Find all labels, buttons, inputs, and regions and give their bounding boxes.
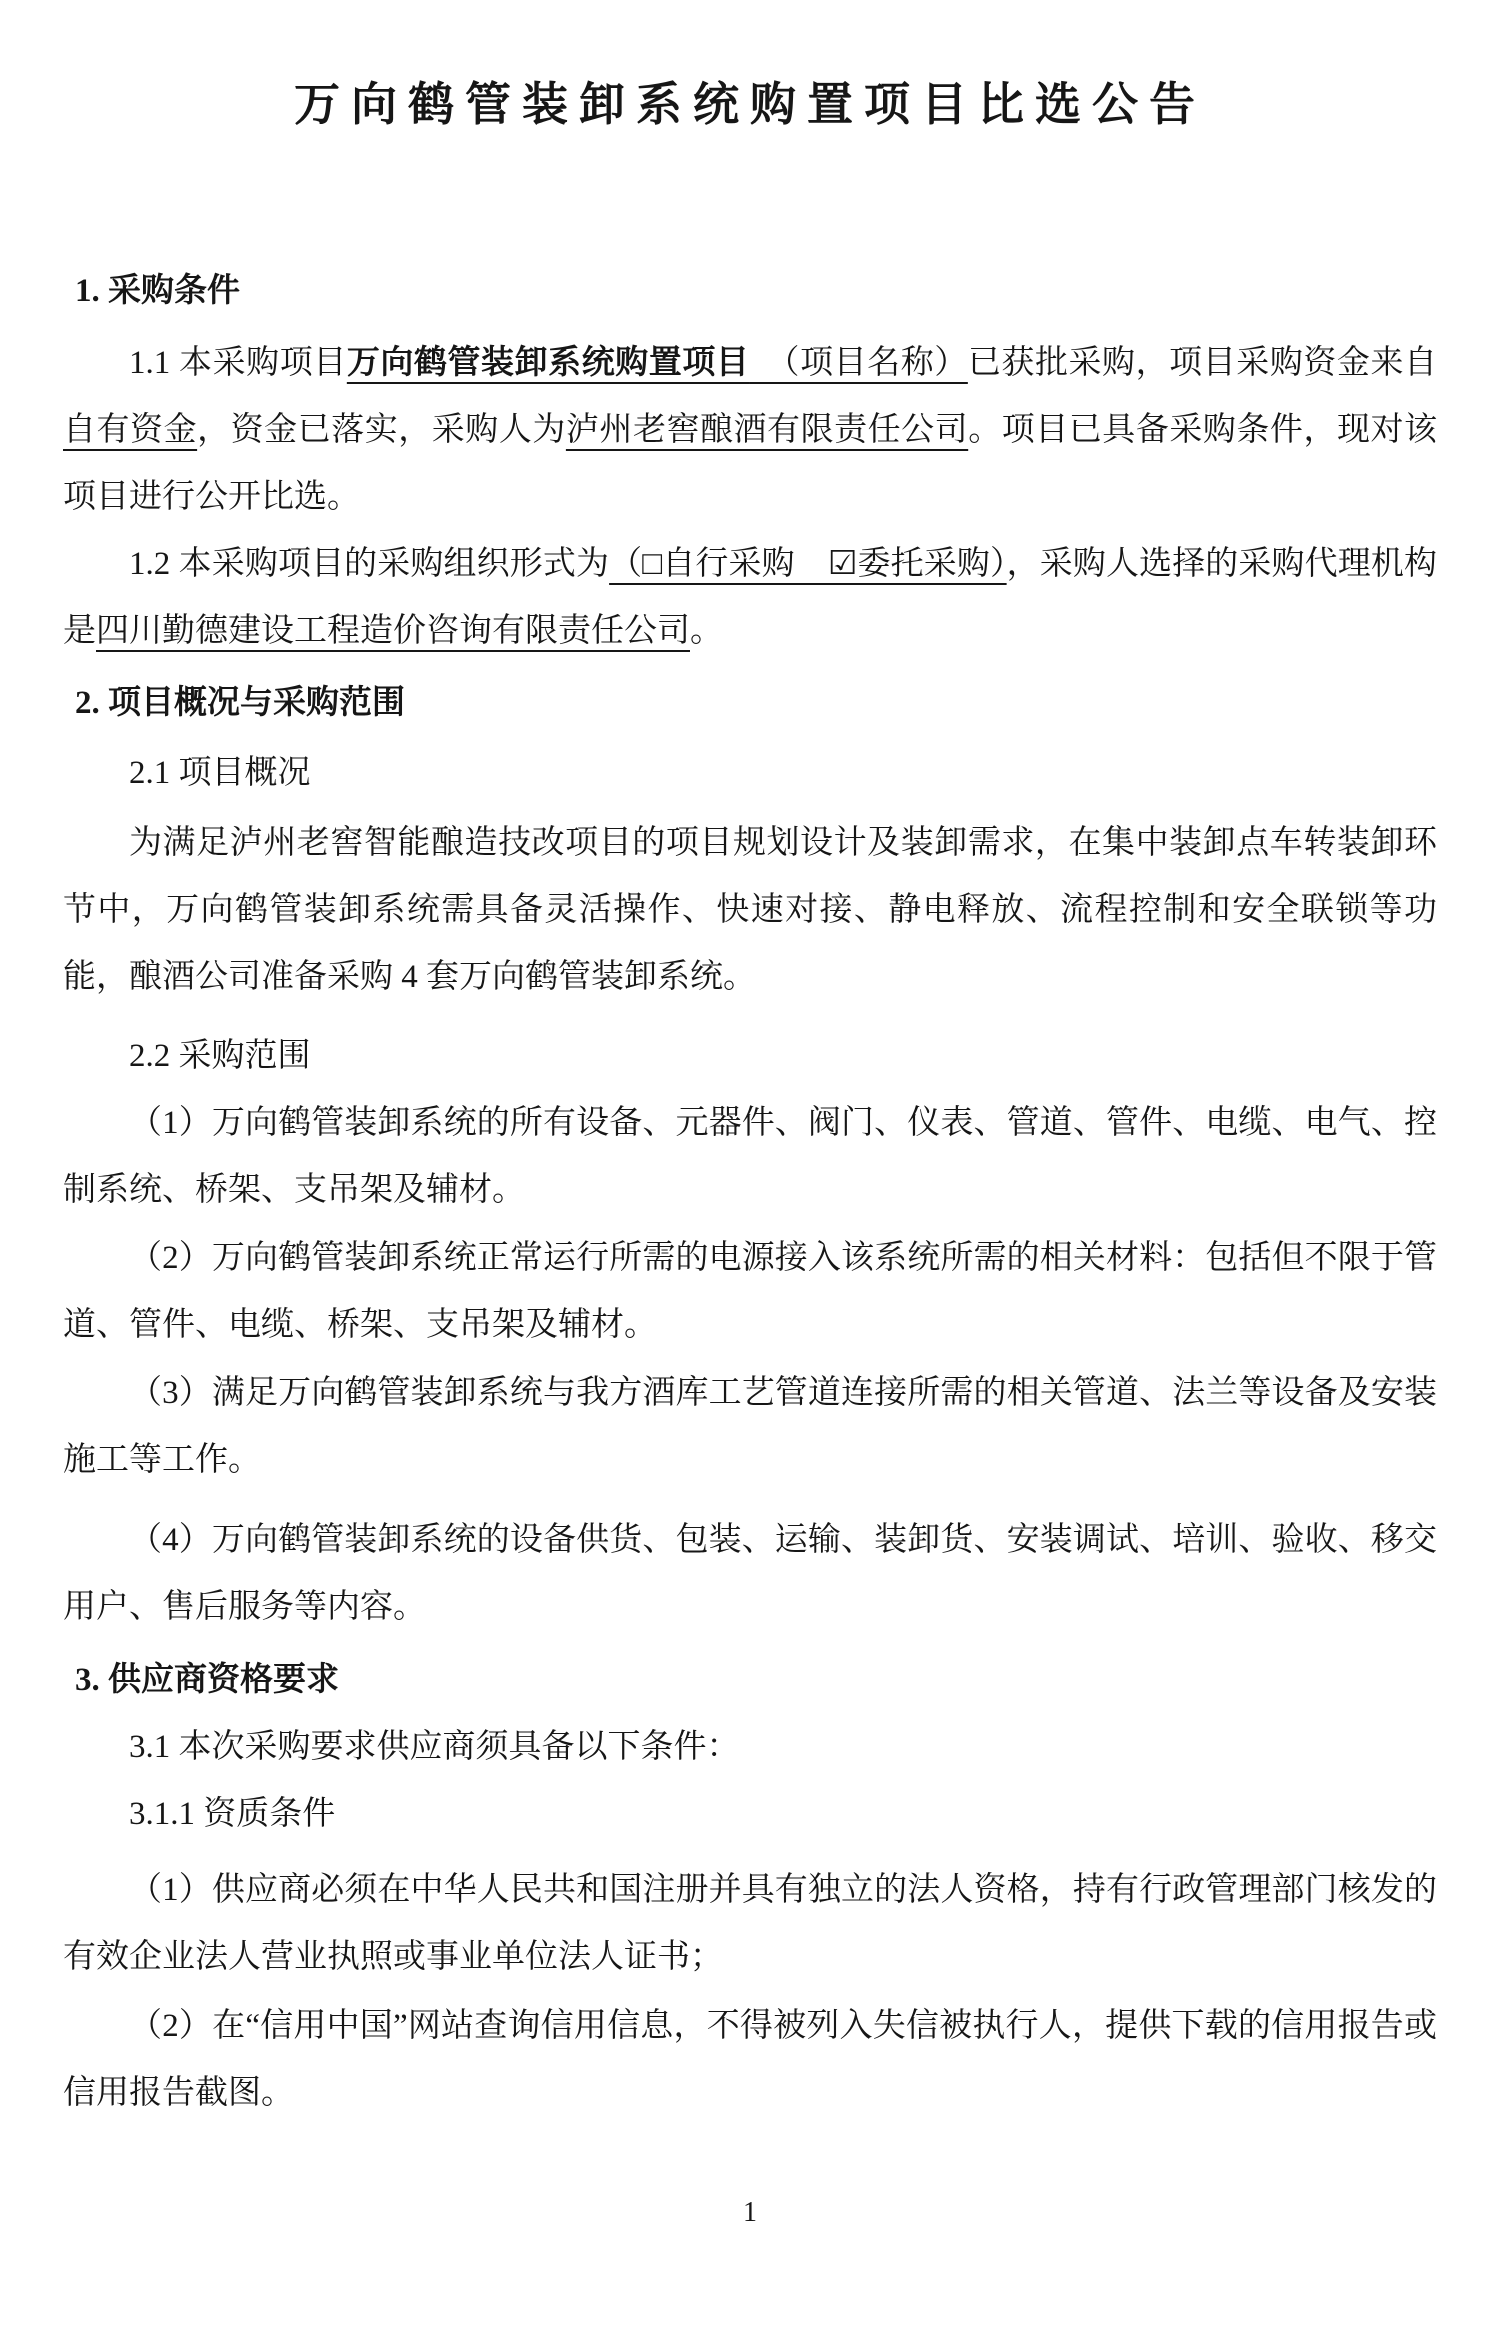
para-scope-item-4: （4）万向鹤管装卸系统的设备供货、包装、运输、装卸货、安装调试、培训、验收、移交用户、售后服务等内容。	[63, 1522, 1437, 1625]
page-number: 1	[743, 2197, 757, 2228]
para-3-1-1: 3.1.1 资质条件	[129, 1796, 336, 1832]
text-segment: 万向鹤管装卸系统购置项目	[346, 345, 750, 381]
section-3-heading: 3. 供应商资格要求	[75, 1662, 339, 1698]
subsection-2-2-heading: 2.2 采购范围	[129, 1038, 311, 1074]
text-segment: 。	[690, 613, 723, 649]
para-scope-item-1: （1）万向鹤管装卸系统的所有设备、元器件、阀门、仪表、管道、管件、电缆、电气、控制系统、桥架、支吊架及辅材。	[63, 1105, 1437, 1208]
para-1-2	[63, 531, 1437, 665]
para-3-1: 3.1 本次采购要求供应商须具备以下条件：	[129, 1729, 740, 1765]
section-2-heading: 2. 项目概况与采购范围	[75, 685, 405, 721]
para-scope-item-3: （3）满足万向鹤管装卸系统与我方酒库工艺管道连接所需的相关管道、法兰等设备及安装施工等工作。	[63, 1375, 1437, 1478]
text-segment: 。项目已具备采购条件，现对该项目进行公开比选。	[63, 412, 1438, 515]
text-segment: 1.2 本采购项目的采购组织形式为	[129, 546, 610, 582]
text-segment: 泸州老窖酿酒有限责任公司	[565, 412, 969, 448]
document-title: 万向鹤管装卸系统购置项目比选公告	[294, 79, 1206, 130]
document-content	[63, 0, 1437, 2127]
subsection-2-1-heading: 2.1 项目概况	[129, 755, 311, 791]
text-segment: 已获批采购，项目采购资金来自	[967, 345, 1438, 381]
para-qualification-item-1: （1）供应商必须在中华人民共和国注册并具有独立的法人资格，持有行政管理部门核发的有效企业法人营业执照或事业单位法人证书；	[63, 1872, 1437, 1975]
section-1-heading: 1. 采购条件	[75, 273, 240, 309]
para-qualification-item-2: （2）在“信用中国”网站查询信用信息，不得被列入失信被执行人，提供下载的信用报告或信用报告截图。	[63, 2008, 1437, 2111]
text-segment: 1.1 本采购项目	[129, 345, 347, 381]
text-segment: （项目名称）	[749, 345, 968, 381]
text-segment: 自有资金	[63, 412, 198, 448]
text-segment: 四川勤德建设工程造价咨询有限责任公司	[96, 613, 690, 649]
text-segment: （□自行采购 ☑委托采购）	[609, 546, 1007, 582]
text-segment: ，资金已落实，采购人为	[197, 412, 566, 448]
para-scope-item-2: （2）万向鹤管装卸系统正常运行所需的电源接入该系统所需的相关材料：包括但不限于管道、管件、电缆、桥架、支吊架及辅材。	[63, 1240, 1437, 1343]
para-project-overview: 为满足泸州老窖智能酿造技改项目的项目规划设计及装卸需求，在集中装卸点车转装卸环节中，万向鹤管装卸系统需具备灵活操作、快速对接、静电释放、流程控制和安全联锁等功能，酿酒公司准备采购 4 套万向鹤管装卸系统。	[63, 825, 1437, 995]
para-1-1	[63, 330, 1437, 531]
text-segment: ，采购人选择的采购代理机构是	[63, 546, 1438, 649]
